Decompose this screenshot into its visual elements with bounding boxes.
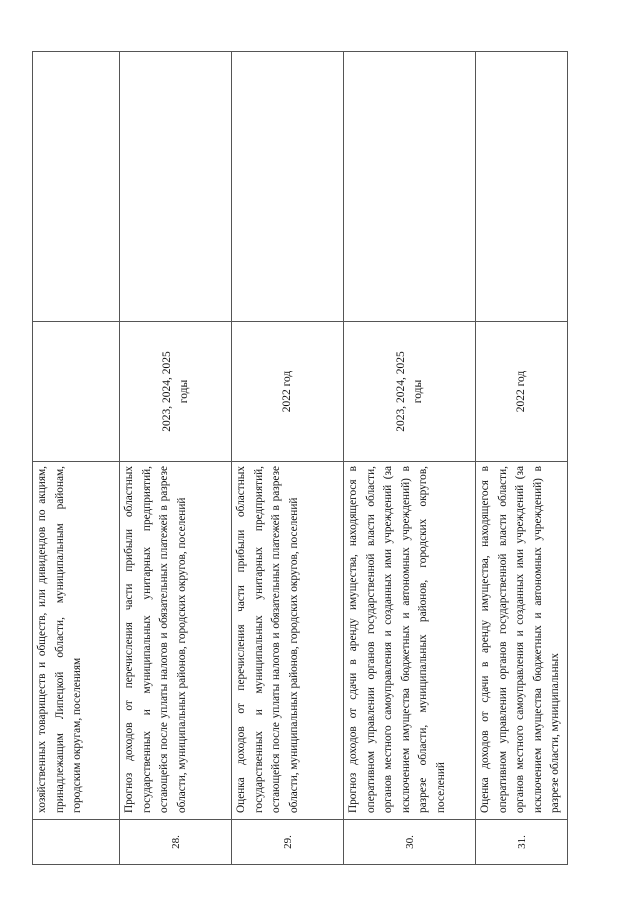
row-period <box>33 322 120 462</box>
row-number <box>33 820 120 865</box>
row-period-years: 2023, 2024, 2025 <box>394 351 407 432</box>
row-period-years: 2023, 2024, 2025 <box>160 351 173 432</box>
row-description: Прогноз доходов от сдачи в аренду имущества, находящегося в оперативном управлении органов государственной власти области, органов местного самоуправления и созданных ими учреждений (за исключением имущества бюджетных и автономных учреждений) в разрезе области, муниципальных районов, городских округов, поселений <box>344 462 476 820</box>
row-note <box>476 52 568 322</box>
row-number: 28. <box>120 820 232 865</box>
row-period-unit: годы <box>177 379 190 404</box>
row-number: 29. <box>232 820 344 865</box>
row-period <box>476 322 568 462</box>
row-number: 30. <box>344 820 476 865</box>
row-description: Оценка доходов от сдачи в аренду имущества, находящегося в оперативном управлении органов государственной власти области, органов местного самоуправления и созданных ими учреждений (за исключением имущества бюджетных и автономных учреждений) в разрезе области, муниципальных <box>476 462 568 820</box>
row-description: Оценка доходов от перечисления части прибыли областных государственных и муниципальных унитарных предприятий, остающейся после уплаты налогов и обязательных платежей в разрезе области, муниципальных районов, городских округов, поселений <box>232 462 344 820</box>
table-row <box>232 52 344 865</box>
row-note <box>344 52 476 322</box>
row-period <box>120 322 232 462</box>
row-period-years: 2022 год <box>281 370 293 413</box>
row-period-unit: годы <box>411 379 424 404</box>
row-period <box>344 322 476 462</box>
row-note <box>120 52 232 322</box>
revenue-forecast-table <box>32 51 568 865</box>
row-period-years: 2022 год <box>515 370 527 413</box>
row-number: 31. <box>476 820 568 865</box>
row-description: Прогноз доходов от перечисления части прибыли областных государственных и муниципальных унитарных предприятий, остающейся после уплаты налогов и обязательных платежей в разрезе области, муниципальных районов, городских округов, поселений <box>120 462 232 820</box>
row-description: хозяйственных товариществ и обществ, или дивидендов по акциям, принадлежащим Липецкой области, муниципальным районам, городским округам, поселениям <box>33 462 120 820</box>
table-row <box>120 52 232 865</box>
table-row <box>344 52 476 865</box>
table-row <box>476 52 568 865</box>
row-period <box>232 322 344 462</box>
row-note <box>232 52 344 322</box>
row-note <box>33 52 120 322</box>
table-row <box>33 52 120 865</box>
